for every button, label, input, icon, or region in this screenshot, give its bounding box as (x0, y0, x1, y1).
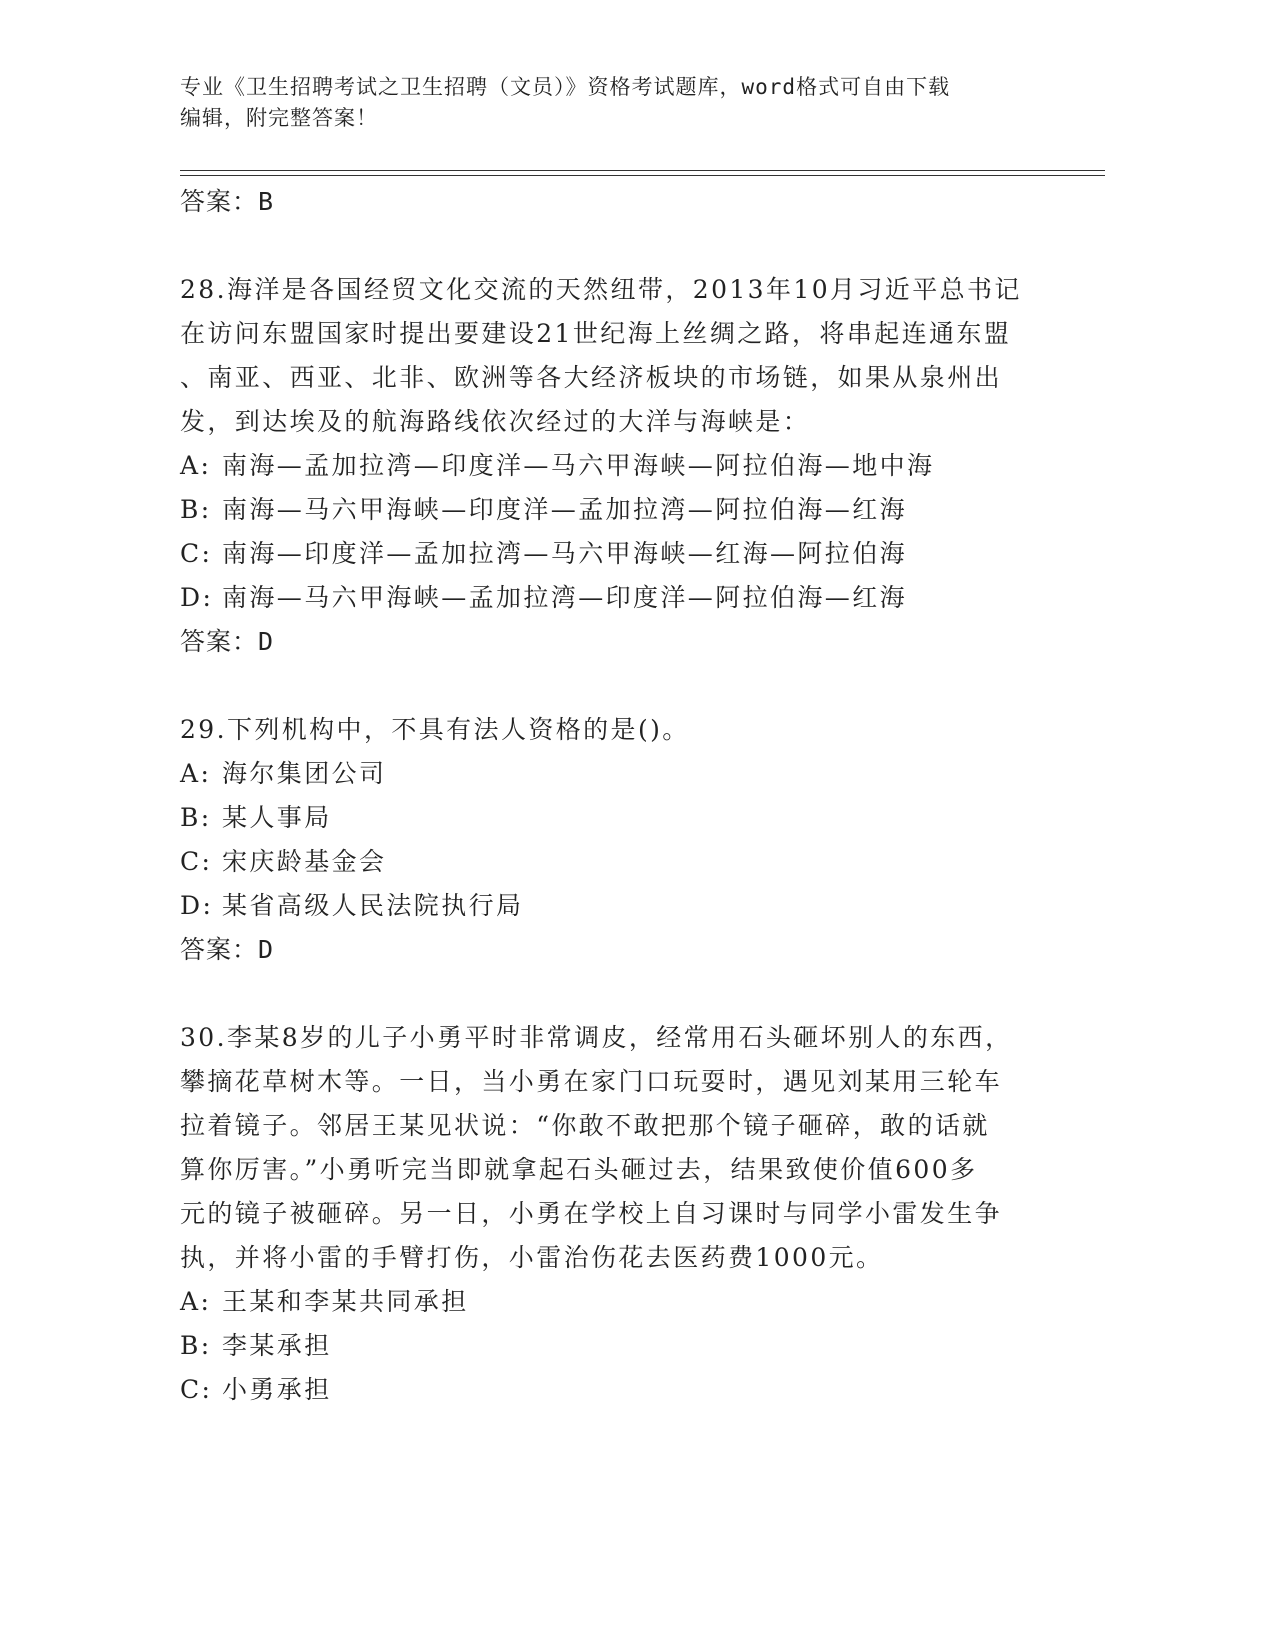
spacer (180, 664, 1060, 708)
question-28-option-a (180, 444, 1060, 488)
header-line-2: 编辑，附完整答案！ (180, 106, 378, 130)
question-30-option-a (180, 1280, 1060, 1324)
answer-29: 答案：D (180, 935, 275, 964)
option-key: B: (180, 495, 212, 524)
question-30-option-b (180, 1324, 1060, 1368)
option-text: 李某承担 (222, 1331, 332, 1360)
option-text: 某省高级人民法院执行局 (222, 891, 524, 920)
question-29-option-b (180, 796, 1060, 840)
option-key: C: (180, 847, 213, 876)
option-key: A: (180, 1287, 212, 1316)
answer-27: 答案：B (180, 187, 275, 216)
spacer (180, 972, 1060, 1016)
question-28-line-1: 28.海洋是各国经贸文化交流的天然纽带，2013年10月习近平总书记 (180, 275, 1022, 304)
document-header (180, 72, 1060, 134)
question-30-option-c (180, 1368, 1060, 1412)
option-key: D: (180, 891, 214, 920)
header-divider-bottom (180, 175, 1105, 176)
option-text: 海尔集团公司 (222, 759, 387, 788)
question-30-line-5: 元的镜子被砸碎。另一日，小勇在学校上自习课时与同学小雷发生争 (180, 1199, 1003, 1228)
option-text: 南海—马六甲海峡—印度洋—孟加拉湾—阿拉伯海—红海 (222, 495, 908, 524)
option-text: 南海—孟加拉湾—印度洋—马六甲海峡—阿拉伯海—地中海 (222, 451, 935, 480)
question-30 (180, 1016, 1060, 1412)
option-text: 南海—印度洋—孟加拉湾—马六甲海峡—红海—阿拉伯海 (222, 539, 908, 568)
option-key: B: (180, 1331, 212, 1360)
question-28-line-2: 在访问东盟国家时提出要建设21世纪海上丝绸之路，将串起连通东盟 (180, 319, 1012, 348)
option-key: C: (180, 1375, 213, 1404)
option-text: 宋庆龄基金会 (222, 847, 387, 876)
question-30-line-4: 算你厉害。”小勇听完当即就拿起石头砸过去，结果致使价值600多 (180, 1155, 978, 1184)
question-30-line-6: 执，并将小雷的手臂打伤，小雷治伤花去医药费1000元。 (180, 1243, 884, 1272)
question-28-option-d (180, 576, 1060, 620)
option-text: 某人事局 (222, 803, 332, 832)
question-29 (180, 708, 1060, 972)
question-30-line-3: 拉着镜子。邻居王某见状说：“你敢不敢把那个镜子砸碎，敢的话就 (180, 1111, 990, 1140)
option-key: A: (180, 451, 212, 480)
question-29-option-a (180, 752, 1060, 796)
answer-28: 答案：D (180, 627, 275, 656)
question-28-option-c (180, 532, 1060, 576)
header-line-1: 专业《卫生招聘考试之卫生招聘（文员）》资格考试题库，word格式可自由下载 (180, 75, 951, 99)
option-text: 王某和李某共同承担 (222, 1287, 469, 1316)
question-28-line-4: 发，到达埃及的航海路线依次经过的大洋与海峡是： (180, 407, 811, 436)
question-29-option-d (180, 884, 1060, 928)
question-30-line-2: 攀摘花草树木等。一日，当小勇在家门口玩耍时，遇见刘某用三轮车 (180, 1067, 1003, 1096)
spacer (180, 224, 1060, 268)
option-text: 小勇承担 (222, 1375, 332, 1404)
option-key: A: (180, 759, 212, 788)
question-28 (180, 268, 1060, 664)
question-30-line-1: 30.李某8岁的儿子小勇平时非常调皮，经常用石头砸坏别人的东西， (180, 1023, 1013, 1052)
option-text: 南海—马六甲海峡—孟加拉湾—印度洋—阿拉伯海—红海 (222, 583, 908, 612)
question-29-option-c (180, 840, 1060, 884)
option-key: D: (180, 583, 214, 612)
header-divider-top (180, 170, 1105, 171)
question-29-line-1: 29.下列机构中，不具有法人资格的是()。 (180, 715, 690, 744)
option-key: B: (180, 803, 212, 832)
question-28-option-b (180, 488, 1060, 532)
question-content (180, 180, 1060, 1412)
option-key: C: (180, 539, 213, 568)
question-28-line-3: 、南亚、西亚、北非、欧洲等各大经济板块的市场链，如果从泉州出 (180, 363, 1003, 392)
